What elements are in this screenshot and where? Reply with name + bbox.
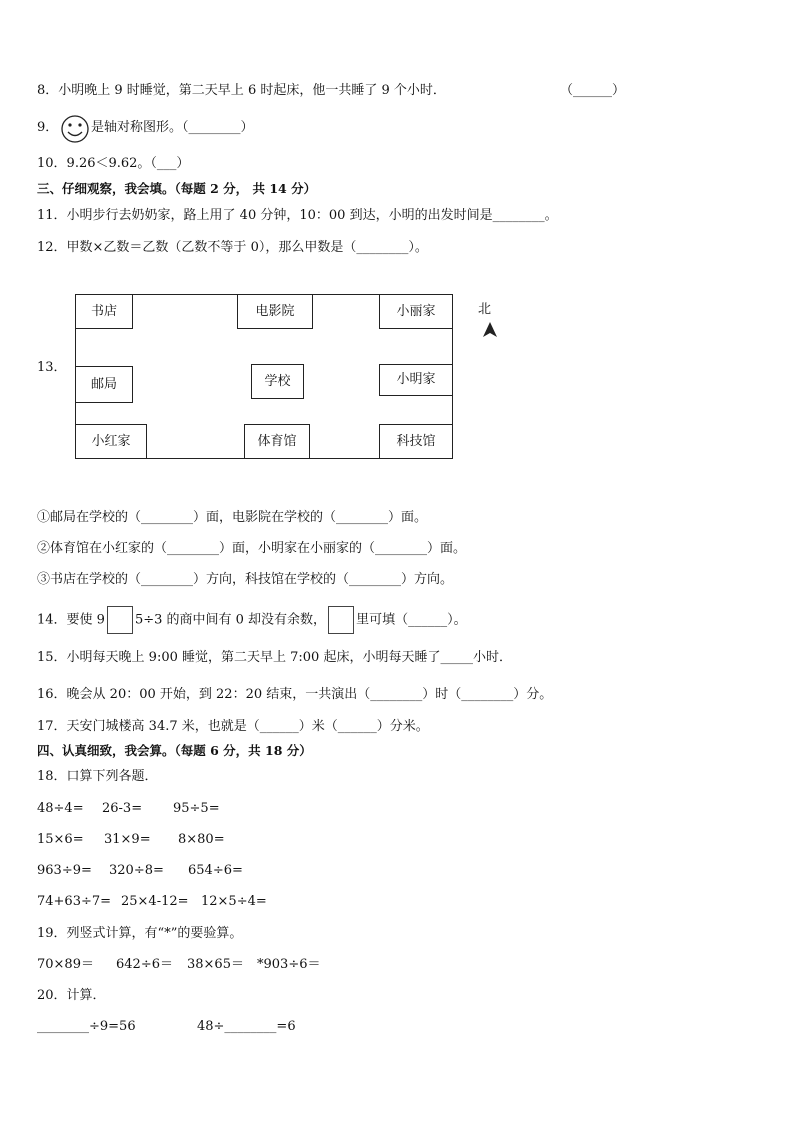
section-3-heading: 三、仔细观察，我会填。（每题 2 分， 共 14 分） [37, 181, 317, 196]
digit-box[interactable] [328, 606, 354, 634]
calc-item: 48÷4= [37, 801, 84, 816]
question-10: 10．9.26＜9.62。（___） [37, 156, 190, 171]
section-4-heading: 四、认真细致，我会算。（每题 6 分，共 18 分） [37, 743, 312, 758]
north-label: 北 [478, 302, 492, 317]
calc-item: 31×9= [104, 832, 151, 847]
question-13-part-2: ②体育馆在小红家的（________）面，小明家在小丽家的（________）面。 [37, 541, 467, 556]
question-20-b: 48÷________=6 [197, 1019, 296, 1034]
map-xiaoli-home: 小丽家 [379, 294, 453, 329]
calc-item: 95÷5= [173, 801, 220, 816]
question-20-a: ________÷9=56 [37, 1019, 136, 1034]
question-9-text: 是轴对称图形。（________） [91, 120, 254, 135]
vertical-calc-item: 38×65＝ [187, 957, 244, 972]
question-11: 11．小明步行去奶奶家，路上用了 40 分钟，10：00 到达，小明的出发时间是________。 [37, 208, 558, 223]
question-17: 17．天安门城楼高 34.7 米，也就是（______）米（______）分米。 [37, 719, 429, 734]
calc-item: 74+63÷7= [37, 894, 112, 909]
calc-item: 26-3= [102, 801, 143, 816]
question-9-number: 9． [37, 120, 59, 135]
calc-item: 320÷8= [109, 863, 164, 878]
question-14-text-a: 14．要使 9 [37, 612, 105, 628]
north-arrow-icon [481, 321, 499, 339]
map-post-office: 邮局 [75, 366, 133, 403]
question-14-text-b: 5÷3 的商中间有 0 却没有余数， [134, 612, 327, 628]
question-14 [37, 606, 467, 634]
question-16: 16．晚会从 20：00 开始，到 22：20 结束，一共演出（________）时（________）分。 [37, 687, 553, 702]
vertical-calc-item: *903÷6＝ [257, 957, 321, 972]
question-18: 18．口算下列各题． [37, 769, 158, 784]
calc-item: 963÷9= [37, 863, 92, 878]
question-20: 20．计算． [37, 988, 106, 1003]
digit-box[interactable] [107, 606, 133, 634]
question-13-part-3: ③书店在学校的（________）方向，科技馆在学校的（________）方向。 [37, 572, 454, 587]
question-12: 12．甲数×乙数＝乙数（乙数不等于 0），那么甲数是（________）。 [37, 240, 428, 255]
map-science-museum: 科技馆 [379, 424, 453, 459]
question-14-text-c: 里可填（______）。 [356, 612, 467, 628]
smiley-face-icon [60, 114, 90, 144]
map-xiaoming-home: 小明家 [379, 364, 453, 396]
question-8-answer-blank[interactable]: （______） [560, 83, 626, 98]
calc-item: 654÷6= [188, 863, 243, 878]
map-bookstore: 书店 [75, 294, 133, 329]
calc-item: 8×80= [178, 832, 225, 847]
question-19: 19．列竖式计算，有“*”的要验算。 [37, 926, 243, 941]
calc-item: 12×5÷4= [201, 894, 267, 909]
map-gym: 体育馆 [244, 424, 310, 459]
map-school: 学校 [251, 364, 304, 399]
question-15: 15．小明每天晚上 9:00 睡觉，第二天早上 7:00 起床，小明每天睡了_____小时． [37, 650, 512, 665]
map-cinema: 电影院 [237, 294, 313, 329]
vertical-calc-item: 642÷6＝ [116, 957, 173, 972]
calc-item: 15×6= [37, 832, 84, 847]
vertical-calc-item: 70×89＝ [37, 957, 94, 972]
question-8-text: 8．小明晚上 9 时睡觉，第二天早上 6 时起床，他一共睡了 9 个小时． [37, 83, 446, 98]
question-13-number: 13． [37, 360, 67, 375]
question-13-part-1: ①邮局在学校的（________）面，电影院在学校的（________）面。 [37, 510, 428, 525]
question-8 [37, 81, 446, 101]
calc-item: 25×4-12= [121, 894, 189, 909]
map-xiaohong-home: 小红家 [75, 424, 147, 459]
